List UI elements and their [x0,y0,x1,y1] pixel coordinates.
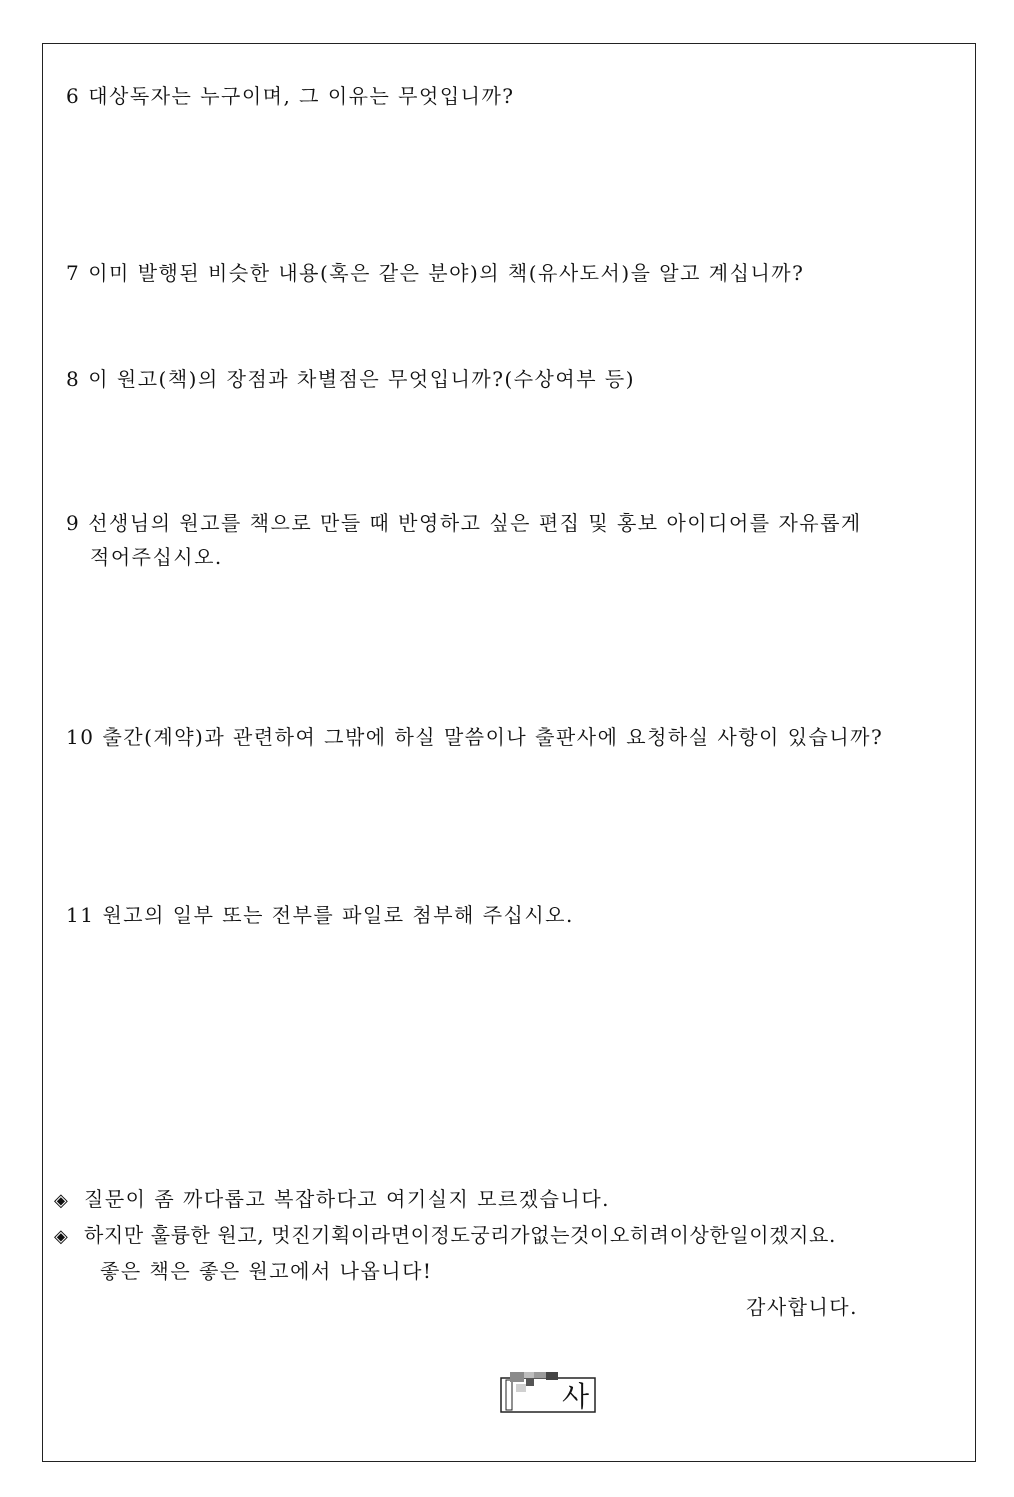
closing-thanks: 감사합니다. [746,1295,858,1319]
diamond-bullet-icon: ◈ [54,1226,70,1247]
note-line-1 [54,1182,610,1218]
question-11 [66,898,574,932]
question-text: 대상독자는 누구이며, 그 이유는 무엇입니까? [88,84,515,108]
question-number: 6 [66,84,81,108]
question-number: 11 [66,903,95,927]
question-text: 원고의 일부 또는 전부를 파일로 첨부해 주십시오. [102,903,574,927]
question-number: 10 [66,725,95,749]
question-7 [66,256,804,290]
question-6 [66,79,515,113]
question-text: 이미 발행된 비슷한 내용(혹은 같은 분야)의 책(유사도서)을 알고 계십니까? [88,261,805,285]
question-text-continued: 적어주십시오. [90,545,223,569]
note-text: 좋은 책은 좋은 원고에서 나옵니다! [100,1259,433,1283]
question-text: 이 원고(책)의 장점과 차별점은 무엇입니까?(수상여부 등) [88,367,635,391]
question-10 [66,720,883,754]
question-text: 출간(계약)과 관련하여 그밖에 하실 말씀이나 출판사에 요청하실 사항이 있습니까? [102,725,884,749]
question-number: 9 [66,511,81,535]
question-9 [66,506,966,574]
question-number: 8 [66,367,81,391]
publisher-logo-icon [500,1370,596,1414]
question-number: 7 [66,261,81,285]
note-line-3 [100,1254,432,1288]
question-8 [66,362,635,396]
question-text: 선생님의 원고를 책으로 만들 때 반영하고 싶은 편집 및 홍보 아이디어를 자유롭게 [88,511,862,535]
note-text: 질문이 좀 까다롭고 복잡하다고 여기실지 모르겠습니다. [84,1187,611,1211]
note-text: 하지만 훌륭한 원고, 멋진기획이라면이정도궁리가없는것이오히려이상한일이겠지요. [84,1223,836,1247]
logo-text: 사 [562,1380,590,1413]
diamond-bullet-icon: ◈ [54,1190,70,1211]
note-line-2 [54,1218,836,1254]
